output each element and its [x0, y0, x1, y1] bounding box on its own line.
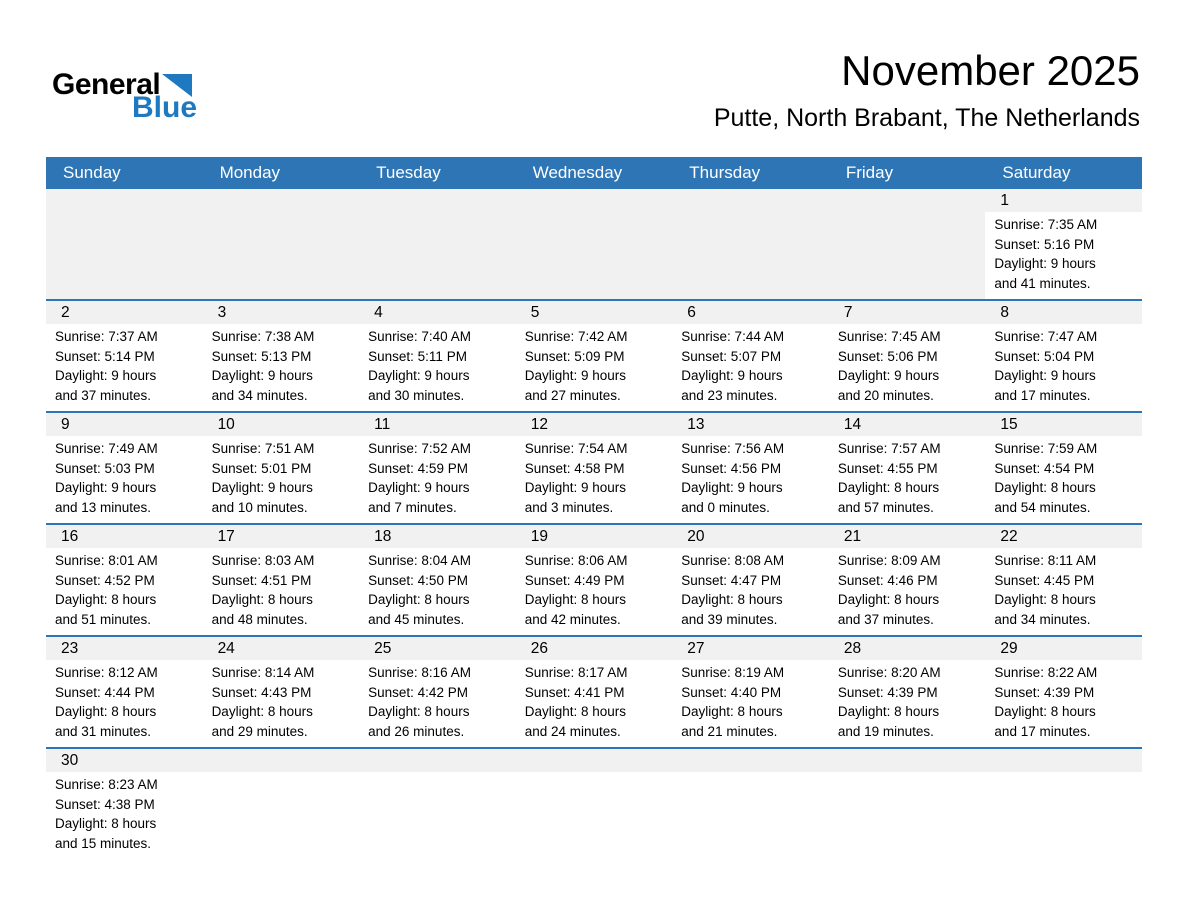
daylight-line-2: and 17 minutes. [994, 723, 1091, 739]
daylight-line: Daylight: 8 hours [837, 592, 940, 607]
daylight-line-2: and 30 minutes. [368, 387, 465, 403]
empty-number-strip [672, 749, 829, 772]
empty-cell [359, 189, 516, 299]
daylight-line: Daylight: 8 hours [994, 704, 1096, 719]
day-number: 5 [516, 301, 673, 324]
day-number: 15 [985, 413, 1142, 436]
daylight-line-2: and 41 minutes. [994, 275, 1091, 291]
day-number: 27 [672, 637, 829, 660]
daylight-line-2: and 48 minutes. [211, 611, 308, 627]
daylight-line-2: and 27 minutes. [524, 387, 621, 403]
day-cell [516, 413, 673, 523]
empty-cell [672, 749, 829, 859]
day-details [829, 324, 986, 411]
sunset-line: Sunset: 4:45 PM [994, 572, 1095, 588]
daylight-line-2: and 21 minutes. [681, 723, 778, 739]
weekday-header-sunday: Sunday [63, 163, 121, 182]
empty-cell [829, 189, 986, 299]
sunset-line: Sunset: 4:52 PM [55, 572, 155, 588]
sunset-line: Sunset: 5:06 PM [837, 348, 938, 364]
day-number: 18 [359, 525, 516, 548]
daylight-line: Daylight: 8 hours [211, 704, 313, 719]
sunset-line: Sunset: 4:51 PM [211, 572, 312, 588]
day-details [516, 436, 673, 523]
empty-content [985, 772, 1142, 859]
day-number: 3 [203, 301, 360, 324]
empty-number-strip [829, 749, 986, 772]
sunset-line: Sunset: 5:09 PM [524, 348, 625, 364]
day-number: 24 [203, 637, 360, 660]
day-number: 29 [985, 637, 1142, 660]
daylight-line-2: and 39 minutes. [681, 611, 778, 627]
sunset-line: Sunset: 4:49 PM [524, 572, 625, 588]
weekday-header-wednesday: Wednesday [532, 163, 623, 182]
sunrise-line: Sunrise: 7:56 AM [681, 441, 785, 456]
daylight-line: Daylight: 8 hours [837, 704, 940, 719]
empty-number-strip [985, 749, 1142, 772]
day-cell [516, 637, 673, 747]
daylight-line: Daylight: 9 hours [681, 480, 783, 495]
sunrise-line: Sunrise: 7:37 AM [55, 329, 158, 344]
sunrise-line: Sunrise: 8:22 AM [994, 665, 1098, 680]
day-details [203, 548, 360, 635]
sunrise-line: Sunrise: 8:06 AM [524, 553, 628, 568]
daylight-line: Daylight: 9 hours [681, 368, 783, 383]
day-number: 25 [359, 637, 516, 660]
day-cell [203, 413, 360, 523]
weekday-header-tuesday: Tuesday [376, 163, 441, 182]
sunrise-line: Sunrise: 8:03 AM [211, 553, 315, 568]
day-cell [203, 525, 360, 635]
month-title: November 2025 [841, 47, 1140, 94]
page-header [0, 0, 1188, 157]
sunrise-line: Sunrise: 8:16 AM [368, 665, 471, 680]
sunset-line: Sunset: 4:46 PM [837, 572, 938, 588]
day-details [672, 660, 829, 747]
daylight-line-2: and 42 minutes. [524, 611, 621, 627]
daylight-line-2: and 54 minutes. [994, 499, 1091, 515]
sunset-line: Sunset: 4:54 PM [994, 460, 1095, 476]
sunset-line: Sunset: 4:41 PM [524, 684, 625, 700]
day-details [359, 548, 516, 635]
logo-text-blue: Blue [132, 91, 198, 124]
empty-cell [203, 749, 360, 859]
daylight-line-2: and 57 minutes. [837, 499, 934, 515]
weekday-header-row [46, 157, 1142, 189]
daylight-line-2: and 13 minutes. [55, 499, 152, 515]
weekday-header-saturday: Saturday [1002, 163, 1071, 182]
day-number: 6 [672, 301, 829, 324]
day-details [672, 324, 829, 411]
sunrise-line: Sunrise: 8:09 AM [837, 553, 941, 568]
day-cell [516, 525, 673, 635]
sunset-line: Sunset: 4:44 PM [55, 684, 155, 700]
day-details [46, 772, 203, 859]
sunrise-line: Sunrise: 8:11 AM [994, 553, 1097, 568]
empty-content [516, 772, 673, 859]
day-number: 14 [829, 413, 986, 436]
day-number: 20 [672, 525, 829, 548]
day-details [672, 548, 829, 635]
day-cell [359, 413, 516, 523]
sunset-line: Sunset: 4:58 PM [524, 460, 625, 476]
sunset-line: Sunset: 5:01 PM [211, 460, 312, 476]
day-cell [359, 637, 516, 747]
week-row [46, 747, 1142, 859]
daylight-line-2: and 45 minutes. [368, 611, 465, 627]
day-details [985, 324, 1142, 411]
daylight-line: Daylight: 8 hours [368, 704, 470, 719]
sunrise-line: Sunrise: 7:54 AM [524, 441, 628, 456]
daylight-line-2: and 26 minutes. [368, 723, 465, 739]
empty-number-strip [516, 749, 673, 772]
week-row [46, 299, 1142, 411]
day-cell [359, 525, 516, 635]
day-number: 30 [46, 749, 203, 772]
sunrise-line: Sunrise: 8:01 AM [55, 553, 158, 568]
daylight-line-2: and 10 minutes. [211, 499, 308, 515]
daylight-line-2: and 19 minutes. [837, 723, 934, 739]
sunrise-line: Sunrise: 8:04 AM [368, 553, 471, 568]
day-number: 22 [985, 525, 1142, 548]
empty-cell [829, 749, 986, 859]
day-cell [829, 413, 986, 523]
daylight-line: Daylight: 8 hours [524, 592, 627, 607]
day-details [359, 436, 516, 523]
empty-cell [516, 749, 673, 859]
day-cell [672, 525, 829, 635]
calendar-table [46, 157, 1142, 859]
day-cell [46, 413, 203, 523]
sunrise-line: Sunrise: 7:42 AM [524, 329, 628, 344]
day-details [46, 436, 203, 523]
daylight-line-2: and 7 minutes. [368, 499, 457, 515]
sunset-line: Sunset: 5:07 PM [681, 348, 782, 364]
day-cell [985, 189, 1142, 299]
day-details [985, 548, 1142, 635]
day-number: 23 [46, 637, 203, 660]
sunrise-line: Sunrise: 8:14 AM [211, 665, 315, 680]
sunset-line: Sunset: 4:56 PM [681, 460, 782, 476]
day-cell [46, 749, 203, 859]
daylight-line-2: and 3 minutes. [524, 499, 614, 515]
empty-number-strip [203, 749, 360, 772]
sunrise-line: Sunrise: 7:35 AM [994, 217, 1098, 232]
day-details [985, 436, 1142, 523]
daylight-line: Daylight: 9 hours [211, 480, 313, 495]
day-details [516, 660, 673, 747]
day-cell [985, 637, 1142, 747]
daylight-line: Daylight: 9 hours [55, 368, 157, 383]
day-cell [203, 301, 360, 411]
day-details [203, 660, 360, 747]
sunrise-line: Sunrise: 7:57 AM [837, 441, 941, 456]
day-details [46, 660, 203, 747]
day-number: 17 [203, 525, 360, 548]
daylight-line: Daylight: 8 hours [55, 816, 157, 831]
day-cell [829, 525, 986, 635]
general-blue-logo [52, 70, 197, 122]
day-number: 19 [516, 525, 673, 548]
empty-cell [359, 749, 516, 859]
day-details [829, 660, 986, 747]
day-number: 28 [829, 637, 986, 660]
daylight-line-2: and 0 minutes. [681, 499, 770, 515]
sunrise-line: Sunrise: 8:23 AM [55, 777, 158, 792]
daylight-line: Daylight: 8 hours [994, 480, 1096, 495]
sunset-line: Sunset: 4:39 PM [994, 684, 1095, 700]
day-cell [46, 637, 203, 747]
empty-content [203, 772, 360, 859]
sunset-line: Sunset: 4:39 PM [837, 684, 938, 700]
day-cell [516, 301, 673, 411]
week-row [46, 411, 1142, 523]
daylight-line: Daylight: 8 hours [55, 592, 157, 607]
empty-cell [46, 189, 203, 299]
day-number: 2 [46, 301, 203, 324]
day-details [203, 436, 360, 523]
day-details [829, 436, 986, 523]
sunrise-line: Sunrise: 7:49 AM [55, 441, 158, 456]
daylight-line-2: and 15 minutes. [55, 835, 152, 851]
daylight-line: Daylight: 8 hours [681, 704, 783, 719]
day-number: 11 [359, 413, 516, 436]
daylight-line: Daylight: 9 hours [837, 368, 940, 383]
daylight-line-2: and 17 minutes. [994, 387, 1091, 403]
sunset-line: Sunset: 4:55 PM [837, 460, 938, 476]
daylight-line-2: and 37 minutes. [837, 611, 934, 627]
day-cell [829, 637, 986, 747]
daylight-line: Daylight: 9 hours [994, 256, 1096, 271]
day-number: 26 [516, 637, 673, 660]
day-details [985, 212, 1142, 299]
week-row [46, 523, 1142, 635]
daylight-line: Daylight: 8 hours [994, 592, 1096, 607]
daylight-line: Daylight: 9 hours [524, 480, 627, 495]
day-number: 10 [203, 413, 360, 436]
sunrise-line: Sunrise: 8:19 AM [681, 665, 785, 680]
sunset-line: Sunset: 5:16 PM [994, 236, 1095, 252]
day-number: 12 [516, 413, 673, 436]
day-cell [672, 301, 829, 411]
day-cell [829, 301, 986, 411]
daylight-line: Daylight: 9 hours [55, 480, 157, 495]
daylight-line-2: and 51 minutes. [55, 611, 152, 627]
empty-cell [203, 189, 360, 299]
week-row [46, 189, 1142, 299]
day-details [46, 324, 203, 411]
day-cell [46, 525, 203, 635]
day-cell [203, 637, 360, 747]
daylight-line: Daylight: 8 hours [368, 592, 470, 607]
daylight-line-2: and 23 minutes. [681, 387, 778, 403]
empty-cell [985, 749, 1142, 859]
daylight-line: Daylight: 9 hours [524, 368, 627, 383]
daylight-line-2: and 29 minutes. [211, 723, 308, 739]
sunrise-line: Sunrise: 7:47 AM [994, 329, 1098, 344]
sunrise-line: Sunrise: 7:38 AM [211, 329, 315, 344]
daylight-line-2: and 20 minutes. [837, 387, 934, 403]
day-number: 13 [672, 413, 829, 436]
calendar-grid [46, 189, 1142, 859]
sunrise-line: Sunrise: 8:12 AM [55, 665, 158, 680]
day-details [46, 548, 203, 635]
sunset-line: Sunset: 4:43 PM [211, 684, 312, 700]
sunset-line: Sunset: 5:03 PM [55, 460, 155, 476]
logo-text-general: General [52, 68, 161, 101]
daylight-line: Daylight: 8 hours [211, 592, 313, 607]
empty-content [829, 772, 986, 859]
sunset-line: Sunset: 4:42 PM [368, 684, 468, 700]
day-cell [46, 301, 203, 411]
day-details [829, 548, 986, 635]
sunset-line: Sunset: 5:11 PM [368, 348, 467, 364]
sunrise-line: Sunrise: 8:08 AM [681, 553, 785, 568]
sunrise-line: Sunrise: 8:20 AM [837, 665, 941, 680]
sunrise-line: Sunrise: 7:44 AM [681, 329, 785, 344]
sunset-line: Sunset: 5:14 PM [55, 348, 155, 364]
sunrise-line: Sunrise: 7:45 AM [837, 329, 941, 344]
day-number: 7 [829, 301, 986, 324]
day-cell [672, 413, 829, 523]
sunrise-line: Sunrise: 8:17 AM [524, 665, 628, 680]
week-row [46, 635, 1142, 747]
day-details [516, 324, 673, 411]
daylight-line-2: and 37 minutes. [55, 387, 152, 403]
daylight-line: Daylight: 9 hours [994, 368, 1096, 383]
sunset-line: Sunset: 5:13 PM [211, 348, 312, 364]
daylight-line: Daylight: 9 hours [368, 480, 470, 495]
daylight-line: Daylight: 8 hours [837, 480, 940, 495]
header-titles [714, 46, 1140, 133]
day-details [359, 660, 516, 747]
day-number: 9 [46, 413, 203, 436]
day-details [203, 324, 360, 411]
day-details [985, 660, 1142, 747]
empty-cell [672, 189, 829, 299]
daylight-line-2: and 34 minutes. [994, 611, 1091, 627]
sunset-line: Sunset: 4:40 PM [681, 684, 782, 700]
empty-content [359, 772, 516, 859]
sunset-line: Sunset: 5:04 PM [994, 348, 1095, 364]
day-details [516, 548, 673, 635]
sunrise-line: Sunrise: 7:51 AM [211, 441, 315, 456]
day-cell [672, 637, 829, 747]
day-details [359, 324, 516, 411]
empty-number-strip [359, 749, 516, 772]
sunset-line: Sunset: 4:47 PM [681, 572, 782, 588]
daylight-line: Daylight: 8 hours [681, 592, 783, 607]
sunset-line: Sunset: 4:50 PM [368, 572, 468, 588]
weekday-header-monday: Monday [219, 163, 281, 182]
sunrise-line: Sunrise: 7:59 AM [994, 441, 1098, 456]
day-number: 4 [359, 301, 516, 324]
daylight-line: Daylight: 9 hours [368, 368, 470, 383]
day-cell [985, 413, 1142, 523]
location-subtitle: Putte, North Brabant, The Netherlands [713, 104, 1140, 132]
day-number: 1 [985, 189, 1142, 212]
sunset-line: Sunset: 4:59 PM [368, 460, 468, 476]
sunset-line: Sunset: 4:38 PM [55, 796, 155, 812]
day-number: 21 [829, 525, 986, 548]
weekday-header-thursday: Thursday [689, 163, 761, 182]
daylight-line: Daylight: 8 hours [524, 704, 627, 719]
day-number: 8 [985, 301, 1142, 324]
empty-content [672, 772, 829, 859]
day-cell [985, 301, 1142, 411]
day-number: 16 [46, 525, 203, 548]
sunrise-line: Sunrise: 7:52 AM [368, 441, 471, 456]
daylight-line-2: and 34 minutes. [211, 387, 308, 403]
day-details [672, 436, 829, 523]
sunrise-line: Sunrise: 7:40 AM [368, 329, 471, 344]
day-cell [985, 525, 1142, 635]
daylight-line: Daylight: 9 hours [211, 368, 313, 383]
empty-cell [516, 189, 673, 299]
daylight-line: Daylight: 8 hours [55, 704, 157, 719]
day-cell [359, 301, 516, 411]
weekday-header-friday: Friday [845, 163, 894, 182]
daylight-line-2: and 31 minutes. [55, 723, 152, 739]
daylight-line-2: and 24 minutes. [524, 723, 621, 739]
